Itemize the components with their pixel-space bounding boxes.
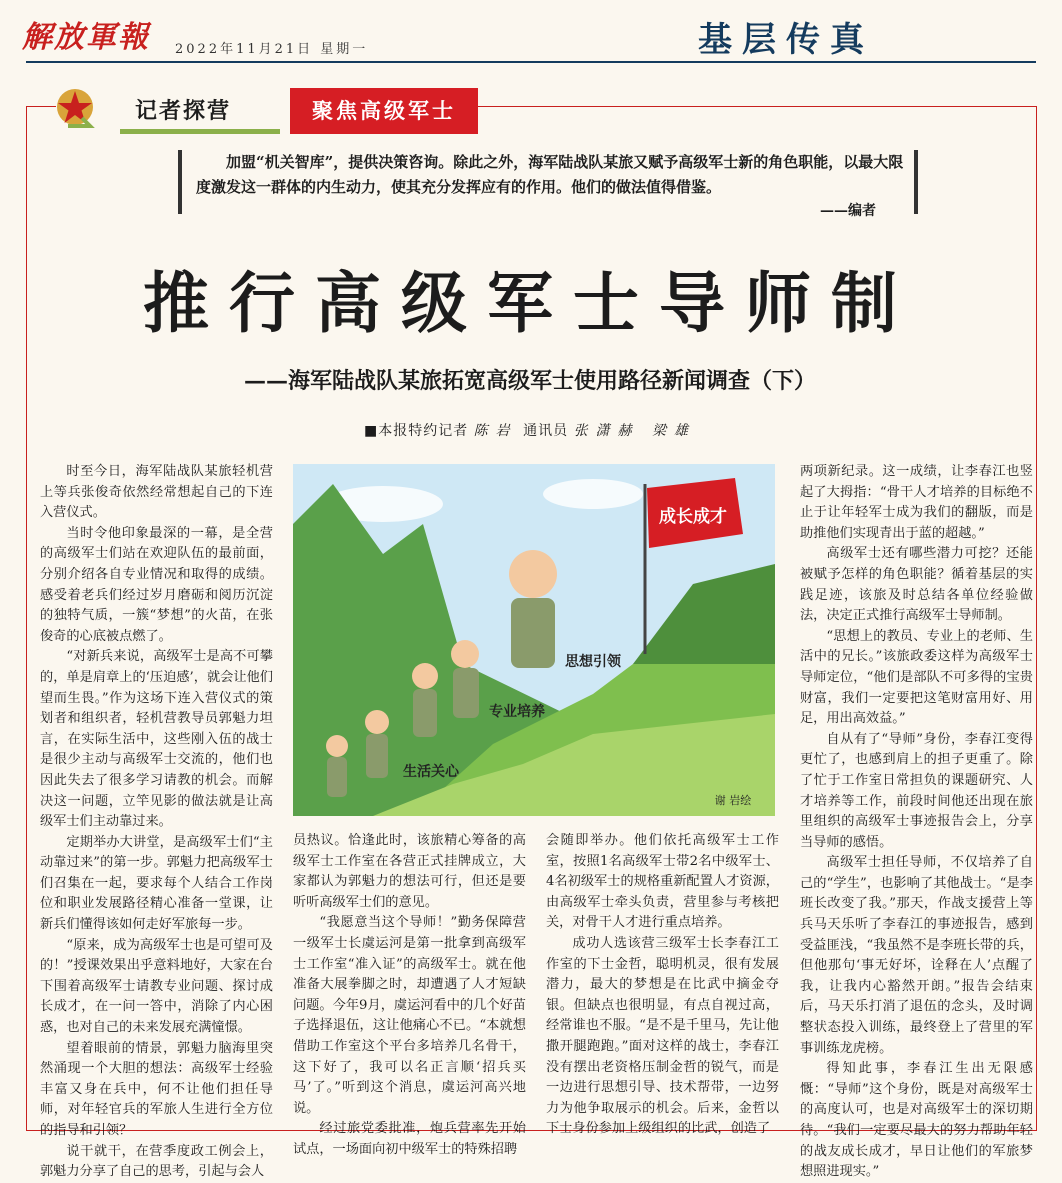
paragraph: 时至今日，海军陆战队某旅轻机营上等兵张俊奇依然经常想起自己的下连入营仪式。 (40, 464, 273, 521)
frame-left (26, 106, 27, 1130)
paragraph: 说干就干，在营季度政工例会上，郭魁力分享了自己的思考，引起与会人 (40, 1143, 273, 1180)
editor-sign: ——编者 (820, 203, 876, 219)
byline-prefix: ■本报特约记者 (363, 423, 469, 439)
paragraph: 高级军士担任导师，不仅培养了自己的“学生”，也影响了其他战士。“是李班长改变了我。”那天，作战支援营上等兵马天乐听了李春江的事迹报告，感到受益匪浅，“我虽然不是李班长带的兵，但他那句‘事无好坏，诠释在人’点醒了我，让我内心豁然开朗。”报告会结束后，马天乐打消了退伍的念头，及时调整状态投入训练，最终登上了营里的军事训练龙虎榜。 (800, 855, 1033, 1056)
newspaper-logo: 解放軍報 (22, 20, 150, 55)
paragraph: 得知此事，李春江生出无限感慨：“导师”这个身份，既是对高级军士的高度认可，也是对高级军士的深切期待。“我们一定要尽最大的努力帮助年轻的战友成长成才，早日让他们的军旅梦想照进现实。” (800, 1061, 1033, 1180)
paragraph: 当时令他印象最深的一幕，是全营的高级军士们站在欢迎队伍的最前面，分别介绍各自专业情况和取得的成绩。感受着老兵们经过岁月磨砺和阅历沉淀的独特气质，一簇“梦想”的火苗，在张俊奇的心底被点燃了。 (40, 525, 273, 644)
paragraph: 高级军士还有哪些潜力可挖？还能被赋予怎样的角色职能？循着基层的实践足迹，该旅及时总结各单位经验做法，决定正式推行高级军士导师制。 (800, 546, 1033, 624)
article-column-3 (546, 831, 779, 1140)
illustration (293, 464, 775, 816)
byline-names: 张潇赫 梁雄 (573, 423, 697, 439)
note-bracket-right (914, 150, 918, 214)
paragraph: “我愿意当这个导师！”勤务保障营一级军士长虞运河是第一批拿到高级军士工作室“准入证”的高级军士。就在他准备大展拳脚之时，却遭遇了人才短缺问题。今年9月，虞运河看中的几个好苗子选择退伍，这让他痛心不已。“本就想借助工作室这个平台多培养几名骨干，这下好了，我可以名正言顺‘招兵买马’了。”听到这个消息，虞运河高兴地说。 (293, 915, 526, 1116)
paragraph: 定期举办大讲堂，是高级军士们“主动靠过来”的第一步。郭魁力把高级军士们召集在一起，要求每个人结合工作岗位和职业发展路径精心准备一堂课，让新兵们懂得该如何走好军旅每一步。 (40, 834, 273, 933)
paragraph: “对新兵来说，高级军士是高不可攀的，单是肩章上的‘压迫感’，就会让他们望而生畏。”作为这场下连入营仪式的策划者和组织者，轻机营教导员郭魁力坦言，在实际生活中，这些刚入伍的战士是很少主动与高级军士交流的，他们也因此失去了很多学习请教的机会。而解决这一问题，立竿见影的做法就是让高级军士们主动靠过来。 (40, 649, 273, 830)
paragraph: “思想上的教员、专业上的老师、生活中的兄长。”该旅政委这样为高级军士导师定位，“他们是部队不可多得的宝贵财富，我们一定要把这笔财富用好、用足，用出高效益。” (800, 628, 1033, 727)
paragraph: “原来，成为高级军士也是可望可及的！”授课效果出乎意料地好，大家在台下围着高级军士请教专业问题、探讨成长成才，在一问一答中，消除了内心困惑，也对自己的未来发展充满憧憬。 (40, 937, 273, 1036)
frame-top-right (478, 106, 1036, 107)
masthead-divider (26, 61, 1036, 63)
label-ideology-guidance: 思想引领 (565, 654, 621, 670)
editor-note: 加盟“机关智库”，提供决策咨询。除此之外，海军陆战队某旅又赋予高级军士新的角色职能，以最大限度激发这一群体的内生动力，使其充分发挥应有的作用。他们的做法值得借鉴。 (196, 153, 904, 196)
byline-reporter: 陈岩 (473, 423, 518, 439)
frame-top-left (26, 106, 56, 107)
section-title: 基层传真 (698, 20, 874, 60)
paragraph: 成功人选该营三级军士长李春江工作室的下士金哲，聪明机灵，很有发展潜力，最大的梦想是在比武中摘金夺银。但缺点也很明显，有点自视过高，经常谁也不服。“是不是千里马，先让他撒开腿跑跑。”面对这样的战士，李春江没有摆出老资格压制金哲的锐气，而是一边进行思想引导、技术帮带，一边努力为他争取展示的机会。后来，金哲以下士身份参加上级组织的比武，创造了 (546, 935, 779, 1137)
issue-date: 2022年11月21日 星期一 (175, 42, 369, 57)
article-column-4 (800, 462, 1033, 1183)
byline (300, 420, 760, 440)
note-bracket-left (178, 150, 182, 214)
flag-label: 成长成才 (659, 507, 727, 527)
paragraph: 经过旅党委批准，炮兵营率先开始试点，一场面向初中级军士的特殊招聘 (293, 1121, 526, 1157)
article-column-1 (40, 462, 273, 1183)
paragraph: 会随即举办。他们依托高级军士工作室，按照1名高级军士带2名中级军士、4名初级军士的规格重新配置人才资源，由高级军士牵头负责，营里参与考核把关，对骨干人才进行重点培养。 (546, 833, 779, 931)
focus-banner: 聚焦高级军士 (290, 88, 478, 134)
paragraph: 望着眼前的情景，郭魁力脑海里突然涌现一个大胆的想法：高级军士经验丰富又身在兵中，何不让他们担任导师，对年轻官兵的军旅人生进行全方位的指导和引领？ (40, 1040, 273, 1138)
star-icon (54, 86, 96, 128)
paragraph: 自从有了“导师”身份，李春江变得更忙了，也感到肩上的担子更重了。除了忙于工作室日常担负的课题研究、人才培养等工作，前段时间他还出现在旅里组织的高级军士事迹报告会上，分享当导师的感悟。 (800, 731, 1033, 850)
paragraph: 两项新纪录。这一成绩，让李春江也竖起了大拇指：“骨干人才培养的目标绝不止于让年轻军士成为我们的翻版，而是助推他们实现青出于蓝的超越。” (800, 464, 1033, 541)
label-life-care: 生活关心 (403, 764, 459, 780)
frame-right (1036, 106, 1037, 1130)
headline: 推行高级军士导师制 (143, 265, 917, 342)
illustration-credit: 谢 岩绘 (714, 794, 752, 807)
column-tag-underline (120, 129, 280, 134)
subheadline: ——海军陆战队某旅拓宽高级军士使用路径新闻调查（下） (243, 368, 816, 394)
column-tag: 记者探营 (135, 99, 232, 124)
byline-role: 通讯员 (523, 423, 569, 439)
article-column-2 (293, 831, 526, 1161)
paragraph: 员热议。恰逢此时，该旅精心筹备的高级军士工作室在各营正式挂牌成立，大家都认为郭魁力的想法可行，但还是要听听高级军士们的意见。 (293, 833, 526, 910)
label-professional-training: 专业培养 (489, 704, 545, 720)
